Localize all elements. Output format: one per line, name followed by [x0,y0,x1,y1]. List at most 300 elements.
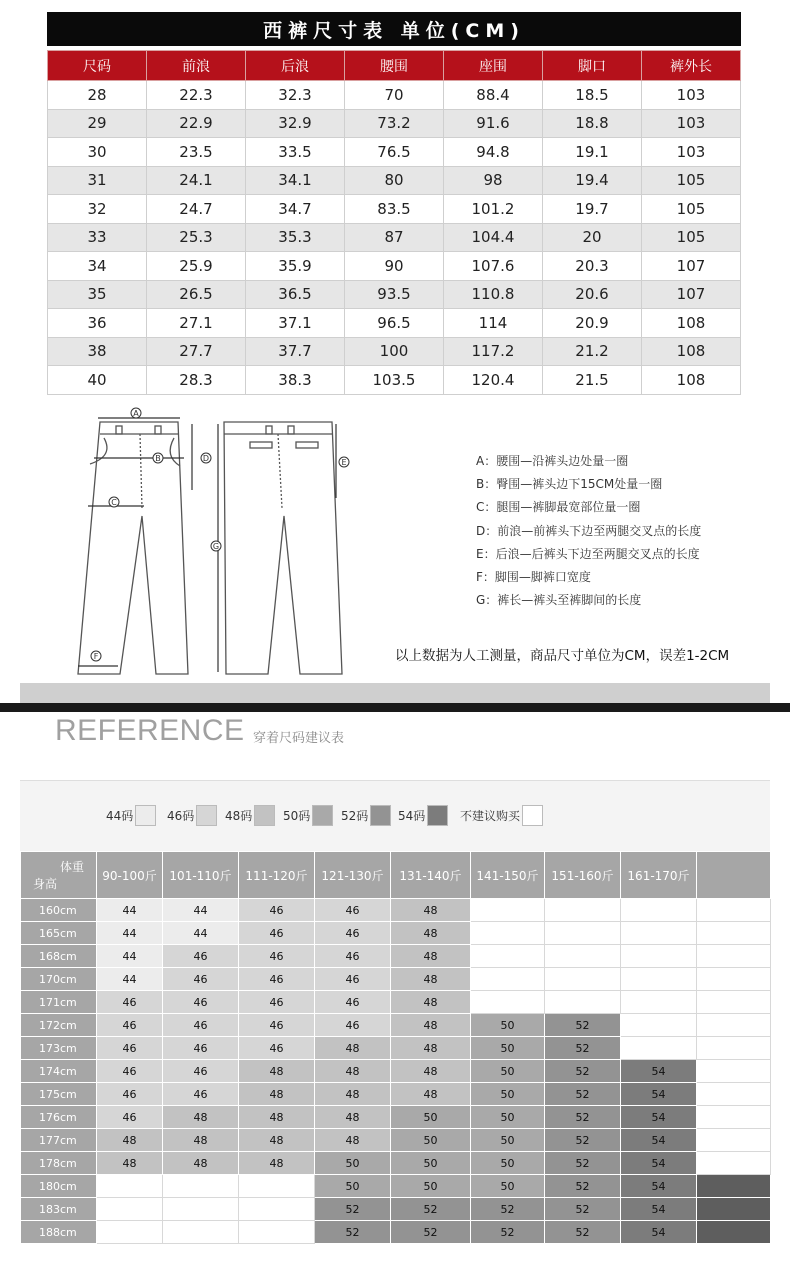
swatch-label: 46码 [167,809,195,823]
size-chart-cell: 37.1 [246,309,345,338]
size-cell [471,922,545,945]
measurement-legend [476,450,701,612]
legend-item-e: E：后浪—后裤头下边至两腿交叉点的长度 [476,546,700,561]
weight-header-cell: 141-150斤 [471,852,545,899]
size-chart-row [48,166,741,195]
swatch-label: 48码 [225,809,253,823]
swatch-not-recommended [460,805,543,826]
size-cell [545,899,621,922]
size-cell: 52 [315,1221,391,1244]
size-chart-cell: 114 [444,309,543,338]
size-cell: 50 [471,1083,545,1106]
size-cell: 48 [239,1083,315,1106]
swatch-box [370,805,391,826]
swatch-50 [283,805,333,826]
size-chart-cell: 101.2 [444,195,543,224]
swatch-44 [106,805,156,826]
size-chart-cell: 31 [48,166,147,195]
size-chart-cell: 105 [642,195,741,224]
size-cell [697,1198,771,1221]
size-cell: 52 [545,1198,621,1221]
height-row [21,899,771,922]
height-label: 174cm [21,1060,97,1083]
size-cell: 46 [315,922,391,945]
reference-subtitle: 穿着尺码建议表 [253,731,345,746]
size-cell: 46 [163,945,239,968]
size-chart-cell: 104.4 [444,223,543,252]
size-chart-cell: 107.6 [444,252,543,281]
size-cell: 54 [621,1060,697,1083]
height-label: 188cm [21,1221,97,1244]
size-cell: 48 [391,922,471,945]
marker-d-label: D [202,454,210,463]
marker-a-label: A [133,409,139,418]
size-cell: 52 [315,1198,391,1221]
height-label: 168cm [21,945,97,968]
size-chart-row [48,252,741,281]
size-chart-table [47,50,741,395]
size-chart-cell: 34.1 [246,166,345,195]
size-chart-cell: 22.9 [147,109,246,138]
size-chart-cell: 94.8 [444,138,543,167]
size-cell: 54 [621,1129,697,1152]
size-cell: 46 [239,968,315,991]
size-chart-header-cell: 裤外长 [642,51,741,81]
size-cell [621,991,697,1014]
size-chart-row [48,109,741,138]
height-row [21,1060,771,1083]
size-cell [239,1198,315,1221]
size-cell [697,991,771,1014]
size-chart-cell: 70 [345,81,444,110]
size-cell: 46 [163,1014,239,1037]
size-cell [621,899,697,922]
size-cell: 50 [471,1152,545,1175]
swatch-box [196,805,217,826]
size-chart-cell: 100 [345,337,444,366]
size-cell [697,945,771,968]
size-chart-cell: 80 [345,166,444,195]
size-cell: 48 [391,899,471,922]
height-label: 175cm [21,1083,97,1106]
size-chart-cell: 73.2 [345,109,444,138]
size-cell [621,945,697,968]
size-chart-header-cell: 后浪 [246,51,345,81]
weight-header-cell: 121-130斤 [315,852,391,899]
size-chart-title: 西裤尺寸表 单位(CM) [47,12,741,46]
size-cell: 48 [391,968,471,991]
size-chart-cell: 91.6 [444,109,543,138]
size-cell [97,1175,163,1198]
size-cell [545,991,621,1014]
size-chart-cell: 98 [444,166,543,195]
size-chart-cell: 34.7 [246,195,345,224]
marker-g-label: G [212,542,220,551]
size-cell [697,1175,771,1198]
size-chart-cell: 18.8 [543,109,642,138]
size-cell [545,968,621,991]
size-cell [545,922,621,945]
size-cell: 48 [315,1106,391,1129]
size-chart-cell: 28.3 [147,366,246,395]
size-chart-cell: 20.3 [543,252,642,281]
size-cell [163,1221,239,1244]
size-cell: 52 [545,1106,621,1129]
back-trousers-outline [224,422,342,674]
size-cell: 52 [545,1152,621,1175]
reference-title: REFERENCE [55,714,245,747]
size-cell: 48 [97,1129,163,1152]
size-cell: 52 [545,1037,621,1060]
size-chart-cell: 38.3 [246,366,345,395]
swatch-box [254,805,275,826]
size-cell [471,991,545,1014]
size-chart-row [48,138,741,167]
size-chart-cell: 20.9 [543,309,642,338]
size-chart-header-row [48,51,741,81]
height-label: 160cm [21,899,97,922]
legend-item-a: A：腰围—沿裤头边处量一圈 [476,454,629,468]
size-chart-cell: 40 [48,366,147,395]
marker-c-label: C [111,498,117,507]
size-cell: 46 [315,968,391,991]
height-row [21,1198,771,1221]
table-corner [21,852,97,899]
size-cell [697,1060,771,1083]
swatch-54 [398,805,448,826]
size-cell: 48 [391,1083,471,1106]
size-chart-cell: 90 [345,252,444,281]
size-cell: 50 [471,1129,545,1152]
swatch-46 [167,805,217,826]
size-chart-cell: 22.3 [147,81,246,110]
size-cell [163,1198,239,1221]
size-cell: 50 [391,1106,471,1129]
size-chart-cell: 117.2 [444,337,543,366]
size-cell: 48 [239,1152,315,1175]
corner-height-label: 身高 [33,877,58,891]
size-chart-cell: 108 [642,337,741,366]
size-cell: 54 [621,1152,697,1175]
size-chart-cell: 108 [642,366,741,395]
size-cell [697,1221,771,1244]
size-cell: 46 [163,968,239,991]
size-cell: 48 [97,1152,163,1175]
size-chart-cell: 25.9 [147,252,246,281]
legend-item-b: B：臀围—裤头边下15CM处量一圈 [476,477,663,492]
size-cell: 46 [315,991,391,1014]
size-chart-cell: 105 [642,166,741,195]
size-cell: 48 [391,945,471,968]
weight-header-cell: 101-110斤 [163,852,239,899]
size-chart-cell: 108 [642,309,741,338]
size-cell [621,968,697,991]
size-cell: 46 [315,1014,391,1037]
weight-header-cell: 111-120斤 [239,852,315,899]
size-cell: 50 [391,1129,471,1152]
size-cell: 48 [391,1014,471,1037]
size-chart-cell: 32.3 [246,81,345,110]
size-chart-cell: 103 [642,138,741,167]
size-cell: 46 [239,922,315,945]
size-chart-row [48,223,741,252]
height-label: 183cm [21,1198,97,1221]
size-cell: 52 [545,1129,621,1152]
size-cell: 48 [315,1037,391,1060]
swatch-48 [225,805,275,826]
size-cell: 52 [545,1060,621,1083]
size-cell: 50 [471,1037,545,1060]
size-chart-cell: 32 [48,195,147,224]
swatch-label: 52码 [341,809,369,823]
height-row [21,1129,771,1152]
size-chart-cell: 36 [48,309,147,338]
height-row [21,1175,771,1198]
size-chart-row [48,81,741,110]
front-trousers-outline [78,422,188,674]
size-cell: 48 [315,1083,391,1106]
size-chart-header-cell: 前浪 [147,51,246,81]
size-cell: 46 [163,1060,239,1083]
size-cell: 48 [239,1129,315,1152]
size-chart-cell: 21.2 [543,337,642,366]
size-cell: 44 [97,922,163,945]
size-cell: 52 [391,1198,471,1221]
swatch-box [427,805,448,826]
size-cell: 52 [471,1198,545,1221]
size-chart-cell: 19.1 [543,138,642,167]
height-row [21,1014,771,1037]
height-row [21,1037,771,1060]
height-label: 177cm [21,1129,97,1152]
measurement-note: 以上数据为人工测量，商品尺寸单位为CM，误差1-2CM [395,648,730,664]
size-cell [471,945,545,968]
height-row [21,991,771,1014]
size-chart-cell: 93.5 [345,280,444,309]
size-chart-cell: 25.3 [147,223,246,252]
size-chart-header-cell: 座围 [444,51,543,81]
weight-header-cell: 151-160斤 [545,852,621,899]
height-row [21,1152,771,1175]
size-cell: 46 [315,945,391,968]
size-cell: 44 [97,945,163,968]
size-cell [697,1083,771,1106]
size-cell: 50 [315,1175,391,1198]
size-chart-cell: 103 [642,109,741,138]
size-cell: 52 [545,1221,621,1244]
size-cell: 48 [391,1037,471,1060]
size-cell: 52 [545,1014,621,1037]
size-cell [621,1014,697,1037]
size-chart-row [48,337,741,366]
size-cell: 46 [315,899,391,922]
trousers-diagram [60,398,380,683]
weight-header-cell [697,852,771,899]
height-label: 178cm [21,1152,97,1175]
size-chart-cell: 110.8 [444,280,543,309]
size-chart-cell: 87 [345,223,444,252]
size-chart-cell: 96.5 [345,309,444,338]
size-cell: 44 [97,899,163,922]
size-cell: 48 [239,1106,315,1129]
height-label: 176cm [21,1106,97,1129]
height-row [21,945,771,968]
size-chart-cell: 24.7 [147,195,246,224]
size-cell: 44 [97,968,163,991]
size-chart-cell: 34 [48,252,147,281]
size-chart-cell: 24.1 [147,166,246,195]
height-row [21,1221,771,1244]
height-label: 180cm [21,1175,97,1198]
swatch-label: 44码 [106,809,134,823]
size-chart-cell: 30 [48,138,147,167]
weight-header-row [21,852,771,899]
marker-f-label: F [93,652,99,661]
marker-b-label: B [155,454,161,463]
legend-item-f: F：脚围—脚裤口宽度 [476,570,591,585]
size-cell [239,1175,315,1198]
size-cell: 46 [97,1014,163,1037]
size-chart-cell: 35.9 [246,252,345,281]
size-chart-cell: 120.4 [444,366,543,395]
size-cell: 52 [391,1221,471,1244]
weight-header-cell: 90-100斤 [97,852,163,899]
size-cell: 46 [163,1037,239,1060]
size-chart-cell: 18.5 [543,81,642,110]
size-cell [697,1129,771,1152]
size-cell: 46 [97,1083,163,1106]
size-cell: 48 [163,1106,239,1129]
size-chart-cell: 107 [642,252,741,281]
size-chart-cell: 20.6 [543,280,642,309]
size-cell: 52 [545,1175,621,1198]
size-chart-cell: 28 [48,81,147,110]
size-chart-header-cell: 腰围 [345,51,444,81]
size-cell [471,899,545,922]
size-cell [239,1221,315,1244]
size-cell: 46 [163,991,239,1014]
height-row [21,1106,771,1129]
height-row [21,968,771,991]
size-cell: 52 [471,1221,545,1244]
size-cell: 50 [471,1175,545,1198]
section-divider [20,683,770,703]
size-chart-cell: 29 [48,109,147,138]
size-cell: 46 [97,991,163,1014]
swatch-52 [341,805,391,826]
size-cell [163,1175,239,1198]
size-chart-cell: 20 [543,223,642,252]
size-chart-cell: 26.5 [147,280,246,309]
swatch-label: 不建议购买 [460,809,521,823]
size-cell: 46 [97,1106,163,1129]
size-cell [97,1221,163,1244]
size-cell: 54 [621,1198,697,1221]
size-chart-cell: 27.7 [147,337,246,366]
height-label: 170cm [21,968,97,991]
size-cell [621,1037,697,1060]
size-chart-row [48,280,741,309]
legend-item-d: D：前浪—前裤头下边至两腿交叉点的长度 [476,523,702,538]
size-cell: 48 [315,1060,391,1083]
size-chart-cell: 83.5 [345,195,444,224]
height-row [21,1083,771,1106]
size-chart-header-cell: 尺码 [48,51,147,81]
size-cell [697,1014,771,1037]
size-cell: 50 [471,1060,545,1083]
size-cell: 50 [471,1106,545,1129]
size-chart-header-cell: 脚口 [543,51,642,81]
size-cell: 48 [391,1060,471,1083]
section-divider-dark [0,703,790,712]
height-label: 171cm [21,991,97,1014]
size-chart-row [48,309,741,338]
size-cell: 48 [239,1060,315,1083]
size-cell [697,899,771,922]
swatch-box [522,805,543,826]
size-chart-cell: 105 [642,223,741,252]
size-cell: 46 [239,945,315,968]
height-label: 173cm [21,1037,97,1060]
legend-item-c: C：腿围—裤脚最宽部位量一圈 [476,500,641,515]
size-chart-cell: 23.5 [147,138,246,167]
size-chart-cell: 37.7 [246,337,345,366]
size-cell: 50 [391,1152,471,1175]
size-cell: 50 [315,1152,391,1175]
size-chart-cell: 88.4 [444,81,543,110]
size-cell: 44 [163,922,239,945]
size-chart-cell: 38 [48,337,147,366]
size-chart-cell: 33 [48,223,147,252]
height-row [21,922,771,945]
size-chart-cell: 33.5 [246,138,345,167]
size-chart-cell: 32.9 [246,109,345,138]
size-chart-cell: 27.1 [147,309,246,338]
size-chart-cell: 103 [642,81,741,110]
size-cell: 46 [239,1037,315,1060]
swatch-label: 50码 [283,809,311,823]
size-cell: 54 [621,1175,697,1198]
size-chart-cell: 35.3 [246,223,345,252]
size-cell: 46 [97,1037,163,1060]
size-cell: 48 [315,1129,391,1152]
legend-item-g: G：裤长—裤头至裤脚间的长度 [476,593,642,608]
size-chart-row [48,366,741,395]
height-label: 165cm [21,922,97,945]
size-cell [545,945,621,968]
weight-header-cell: 161-170斤 [621,852,697,899]
size-cell: 48 [163,1152,239,1175]
size-cell: 52 [545,1083,621,1106]
size-cell [697,1152,771,1175]
corner-weight-label: 体重 [59,860,84,874]
size-chart-row [48,195,741,224]
size-cell: 46 [97,1060,163,1083]
size-cell [97,1198,163,1221]
size-chart-cell: 21.5 [543,366,642,395]
size-cell [697,1106,771,1129]
size-cell: 54 [621,1106,697,1129]
size-cell [697,968,771,991]
size-cell [621,922,697,945]
marker-e-label: E [341,458,347,467]
size-recommendation-table [20,851,771,1244]
size-cell [697,922,771,945]
size-cell: 50 [391,1175,471,1198]
size-cell: 46 [239,899,315,922]
swatch-box [312,805,333,826]
height-label: 172cm [21,1014,97,1037]
